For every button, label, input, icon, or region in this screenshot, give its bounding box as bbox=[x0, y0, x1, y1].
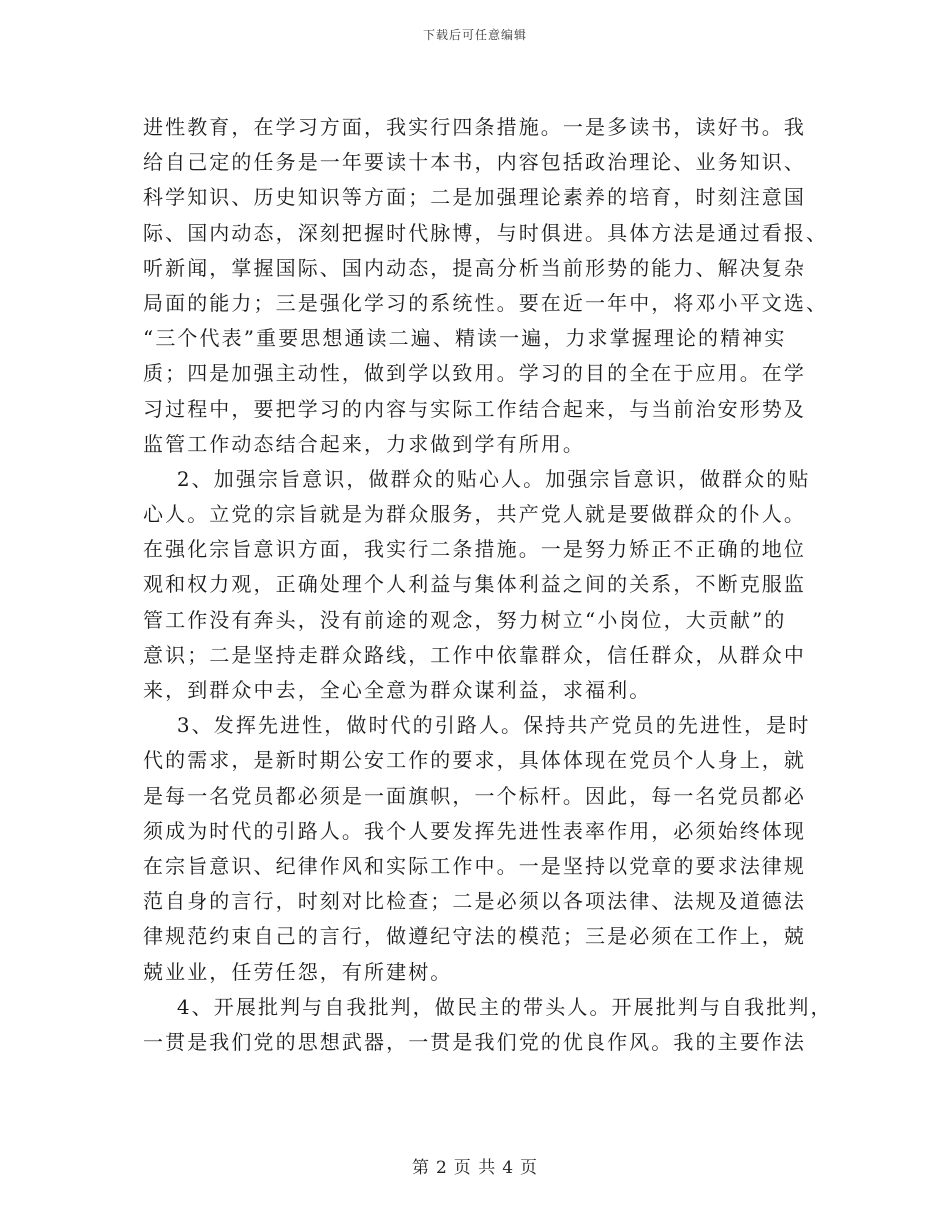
body-text bbox=[143, 110, 833, 1060]
text-line: 来，到群众中去，全心全意为群众谋利益，求福利。 bbox=[143, 678, 652, 702]
text-line: 在宗旨意识、纪律作风和实际工作中。一是坚持以党章的要求法律规 bbox=[143, 853, 806, 878]
text-line: 一贯是我们党的思想武器，一贯是我们党的优良作风。我的主要作法 bbox=[143, 1029, 806, 1054]
page-number-footer bbox=[0, 1153, 950, 1178]
text-line: 意识；二是坚持走群众路线，工作中依靠群众，信任群众，从群众中 bbox=[143, 642, 806, 667]
text-line: 代的需求，是新时期公安工作的要求，具体体现在党员个人身上，就 bbox=[143, 748, 806, 773]
total-page-number: 4 bbox=[502, 1158, 515, 1178]
text-line: 心人。立党的宗旨就是为群众服务，共产党人就是要做群众的仆人。 bbox=[143, 502, 806, 527]
footer-prefix: 第 bbox=[411, 1158, 430, 1178]
text-line: 科学知识、历史知识等方面；二是加强理论素养的培育，时刻注意国 bbox=[143, 185, 806, 210]
text-line: 局面的能力；三是强化学习的系统性。要在近一年中，将邓小平文选、 bbox=[143, 290, 829, 315]
text-line: 3、发挥先进性，做时代的引路人。保持共产党员的先进性，是时 bbox=[143, 713, 811, 738]
text-line: 际、国内动态，深刻把握时代脉博，与时俱进。具体方法是通过看报、 bbox=[143, 220, 829, 245]
text-line: 给自己定的任务是一年要读十本书，内容包括政治理论、业务知识、 bbox=[143, 150, 806, 175]
header-note: 下载后可任意编辑 bbox=[422, 28, 527, 42]
text-line: 观和权力观，正确处理个人利益与集体利益之间的关系，不断克服监 bbox=[143, 572, 806, 597]
footer-suffix: 页 bbox=[520, 1158, 539, 1178]
current-page-number: 2 bbox=[435, 1158, 448, 1178]
text-line: 监管工作动态结合起来，力求做到学有所用。 bbox=[143, 431, 585, 456]
text-line: 律规范约束自己的言行，做遵纪守法的模范；三是必须在工作上，兢 bbox=[143, 924, 806, 949]
text-line: 质；四是加强主动性，做到学以致用。学习的目的全在于应用。在学 bbox=[143, 361, 806, 386]
text-line: 4、开展批判与自我批判，做民主的带头人。开展批判与自我批判， bbox=[143, 994, 833, 1019]
text-line: 须成为时代的引路人。我个人要发挥先进性表率作用，必须始终体现 bbox=[143, 818, 806, 843]
footer-middle: 页 共 bbox=[453, 1158, 497, 1178]
text-line: 范自身的言行，时刻对比检查；二是必须以各项法律、法规及道德法 bbox=[143, 889, 806, 914]
text-line: 是每一名党员都必须是一面旗帜，一个标杆。因此，每一名党员都必 bbox=[143, 783, 806, 808]
text-line: 在强化宗旨意识方面，我实行二条措施。一是努力矫正不正确的地位 bbox=[143, 537, 806, 562]
text-line: 管工作没有奔头，没有前途的观念，努力树立“小岗位，大贡献”的 bbox=[143, 607, 787, 632]
text-line: 习过程中，要把学习的内容与实际工作结合起来，与当前治安形势及 bbox=[143, 396, 806, 421]
text-line: 2、加强宗旨意识，做群众的贴心人。加强宗旨意识，做群众的贴 bbox=[143, 466, 811, 491]
text-line: 进性教育，在学习方面，我实行四条措施。一是多读书，读好书。我 bbox=[143, 115, 806, 139]
text-line: “三个代表”重要思想通读二遍、精读一遍，力求掌握理论的精神实 bbox=[143, 326, 787, 351]
text-line: 兢业业，任劳任怨，有所建树。 bbox=[143, 959, 453, 984]
text-line: 听新闻，掌握国际、国内动态，提高分析当前形势的能力、解决复杂 bbox=[143, 255, 806, 280]
